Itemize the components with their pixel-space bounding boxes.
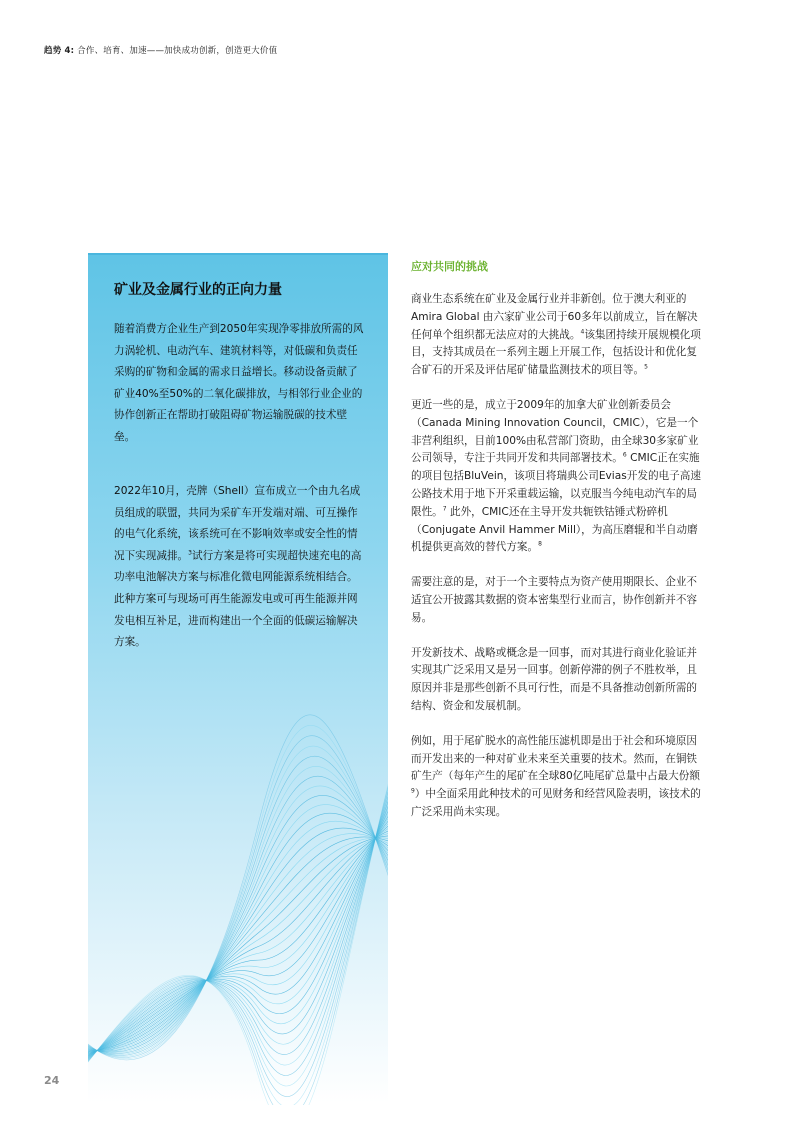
p1-text-b: 该集团持续开展规模化项目，支持其成员在一系列主题上开展工作，包括设计和优化复合矿石的开采及评估尾矿储量监测技术的项目等。 xyxy=(411,328,701,377)
p5-text-a: 例如，用于尾矿脱水的高性能压滤机即是出于社会和环境原因而开发出来的一种对矿业未来至关重要的技术。然而，在铜铁矿生产（每年产生的尾矿在全球80亿吨尾矿总量中占最大份额 xyxy=(411,734,700,783)
p2-text-a: 更近一些的是，成立于2009年的加拿大矿业创新委员会（Canada Mining Innovation Council，CMIC），它是一个非营利组织，目前100%由私营部门资助，由全球30多家矿业公司领导，专注于共同开发和共同部署技术。 xyxy=(411,398,699,465)
footnote-ref-7: 7 xyxy=(442,505,447,513)
footnote-ref-9: 9 xyxy=(411,787,415,795)
footnote-ref-3: 3 xyxy=(188,549,192,557)
main-paragraph-3: 需要注意的是，对于一个主要特点为资产使用期限长、企业不适宜公开披露其数据的资本密集型行业而言，协作创新并不容易。 xyxy=(411,576,698,624)
header-trend-text: 合作、培育、加速——加快成功创新，创造更大价值 xyxy=(74,46,278,56)
main-paragraph-4: 开发新技术、战略或概念是一回事，而对其进行商业化验证并实现其广泛采用又是另一回事。创新停滞的例子不胜枚举，且原因并非是那些创新不具可行性，而是不具备推动创新所需的结构、资金和发展机制。 xyxy=(411,646,698,712)
p2-text-b: CMIC正在实施的项目包括BluVein，该项目将瑞典公司Evias开发的电子高速公路技术用于地下开采重载运输，以克服当今纯电动汽车的局限性。 xyxy=(411,452,701,518)
sidebar-paragraph-1: 随着消费方企业生产到2050年实现净零排放所需的风力涡轮机、电动汽车、建筑材料等，对低碳和负责任采购的矿物和金属的需求日益增长。移动设备贡献了矿业40%至50%的二氧化碳排放，与相邻行业企业的协作创新正在帮助打破阻碍矿物运输脱碳的技术壁垒。 xyxy=(114,323,364,443)
footnote-ref-6: 6 xyxy=(622,451,627,459)
footnote-ref-4: 4 xyxy=(580,328,585,336)
p2-text-c: 此外，CMIC还在主导开发共轭铁钴锤式粉碎机（Conjugate Anvil Hammer Mill），为高压磨辊和半自动磨机提供更高效的替代方案。 xyxy=(411,505,698,554)
sidebar-p2-text-b: 试行方案是将可实现超快速充电的高功率电池解决方案与标准化微电网能源系统相结合。此种方案可与现场可再生能源发电或可再生能源并网发电相互补足，进而构建出一个全面的低碳运输解决方案。 xyxy=(114,549,362,649)
sidebar-title: 矿业及金属行业的正向力量 xyxy=(114,282,282,298)
running-header xyxy=(44,44,277,56)
sidebar-p2-text: 2022年10月，壳牌（Shell）宣布成立一个由九名成员组成的联盟，共同为采矿车开发端对端、可互操作的电气化系统，该系统可在不影响效率或安全性的情况下实现减排。 xyxy=(114,485,361,562)
main-paragraph-5 xyxy=(411,733,707,822)
p5-text-b: ）中全面采用此种技术的可见财务和经营风险表明，该技术的广泛采用尚未实现。 xyxy=(411,788,701,818)
main-paragraph-2 xyxy=(411,397,707,557)
main-paragraph-1 xyxy=(411,291,707,380)
sidebar-box xyxy=(88,253,388,1103)
footnote-ref-5: 5 xyxy=(644,363,648,371)
p1-text-a: 商业生态系统在矿业及金属行业并非新创。位于澳大利亚的Amira Global 由六家矿业公司于60多年以前成立，旨在解决任何单个组织都无法应对的大挑战。 xyxy=(411,293,698,341)
header-trend-label: 趋势 4: xyxy=(44,46,75,56)
footnote-ref-8: 8 xyxy=(538,540,542,548)
page-number: 24 xyxy=(44,1074,60,1087)
sidebar-paragraph-2 xyxy=(114,481,366,654)
decorative-wave-graphic xyxy=(88,685,388,1105)
section-title: 应对共同的挑战 xyxy=(411,260,488,273)
main-column xyxy=(411,258,707,839)
